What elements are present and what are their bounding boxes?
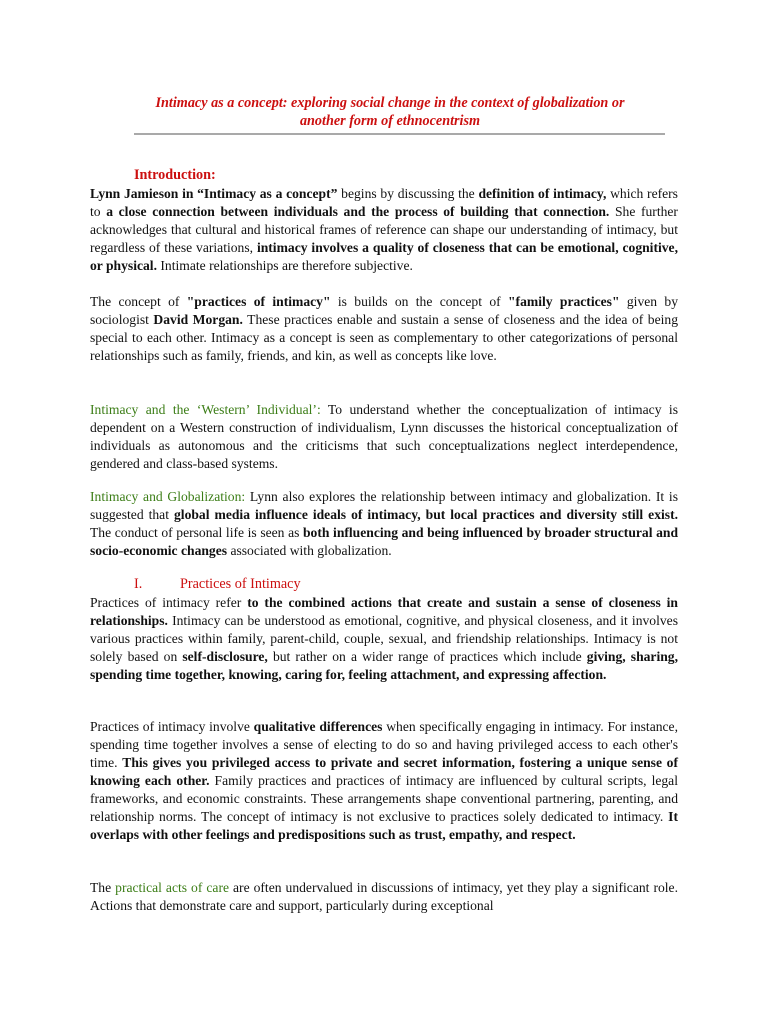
globalization-paragraph [90,488,678,560]
text-run: both influencing and being influenced by broader structural and socio-economic changes [90,525,678,558]
text-run: She further acknowledges that cultural and historical frames of reference can shape our understanding of intimacy, but regardless of these variations, [90,204,678,255]
text-run: but rather on a wider range of practices which include [267,649,587,664]
text-run: when specifically engaging in intimacy. For instance, spending time together involves a sense of electing to do so and having privileged access to each other's time. [90,719,678,770]
text-run: to the combined actions that create and sustain a sense of closeness in relationships. [90,595,678,628]
western-individual-paragraph [90,401,678,473]
text-run: associated with globalization. [227,543,392,558]
text-run: self-disclosure, [182,649,268,664]
text-run: David Morgan. [153,312,243,327]
text-run: Practices of intimacy involve [90,719,254,734]
text-run: Intimacy and Globalization: [90,489,246,504]
text-run: Intimate relationships are therefore subjective. [156,258,413,273]
text-run: It overlaps with other feelings and predispositions such as trust, empathy, and respect. [90,809,678,842]
text-run: a close connection between individuals and the process of building that connection. [106,204,610,219]
title-line-2: another form of ethnocentrism [299,113,481,129]
text-run: are often undervalued in discussions of intimacy, yet they play a significant role. Actions that demonstrate care and support, particularly during exceptional [90,880,678,913]
introduction-paragraph-2 [90,293,678,365]
text-run: practical acts of care [115,880,230,895]
text-run: This gives you privileged access to private and secret information, fostering a unique sense of knowing each other. [90,755,678,788]
text-run: "practices of intimacy" [186,294,331,309]
text-run: Intimacy can be understood as emotional, cognitive, and physical closeness, and it involves various practices within family, parent-child, couple, sexual, and friendship relationships. Intimacy is not solely based on [90,613,678,664]
section-number: I. [134,576,143,592]
text-run: Intimacy and the ‘Western’ Individual’: [90,402,321,417]
text-run: "family practices" [508,294,620,309]
text-run: given by sociologist [90,294,679,327]
text-run: begins by discussing the [337,186,479,201]
text-run: Practices of intimacy refer [90,595,248,610]
practical-acts-paragraph [90,879,678,915]
title-line-1: Intimacy as a concept: exploring social change in the context of globalization or [155,95,625,111]
practices-paragraph-1 [90,594,678,684]
text-run: intimacy involves a quality of closeness that can be emotional, cognitive, or physical. [90,240,678,273]
text-run: which refers to [90,186,678,219]
text-run: The concept of [90,294,187,309]
introduction-heading: Introduction: [134,167,216,183]
text-run: The conduct of personal life is seen as [90,525,303,540]
text-run: definition of intimacy, [478,186,607,201]
text-run: Family practices and practices of intimacy are influenced by cultural scripts, legal frameworks, and economic constraints. These arrangements shape conventional partnering, parenting, and relationship norms. The concept of intimacy is not exclusive to practices solely dedicated to intimacy. [90,773,678,824]
text-run: The [90,880,116,895]
document-title [110,94,670,130]
section-heading [134,576,301,593]
text-run: To understand whether the conceptualization of intimacy is dependent on a Western construction of individualism, Lynn discusses the historical conceptualization of individuals as autonomous and the criticisms that such conceptualizations neglect interdependence, gendered and class-based systems. [90,402,678,471]
title-divider [134,133,665,135]
section-title: Practices of Intimacy [180,576,301,592]
text-run: is builds on the concept of [330,294,508,309]
text-run: giving, sharing, spending time together, knowing, caring for, feeling attachment, and expressing affection. [90,649,678,682]
text-run: global media influence ideals of intimacy, but local practices and diversity still exist. [174,507,679,522]
text-run: qualitative differences [253,719,383,734]
introduction-paragraph-1 [90,185,678,275]
practices-paragraph-2 [90,718,678,844]
text-run: Lynn Jamieson in “Intimacy as a concept” [90,186,338,201]
text-run: These practices enable and sustain a sense of closeness and the idea of being special to each other. Intimacy as a concept is seen as complementary to other categorizations of personal relationships such as family, friends, and kin, as well as concepts like love. [90,312,679,363]
text-run: Lynn also explores the relationship between intimacy and globalization. It is suggested that [90,489,678,522]
